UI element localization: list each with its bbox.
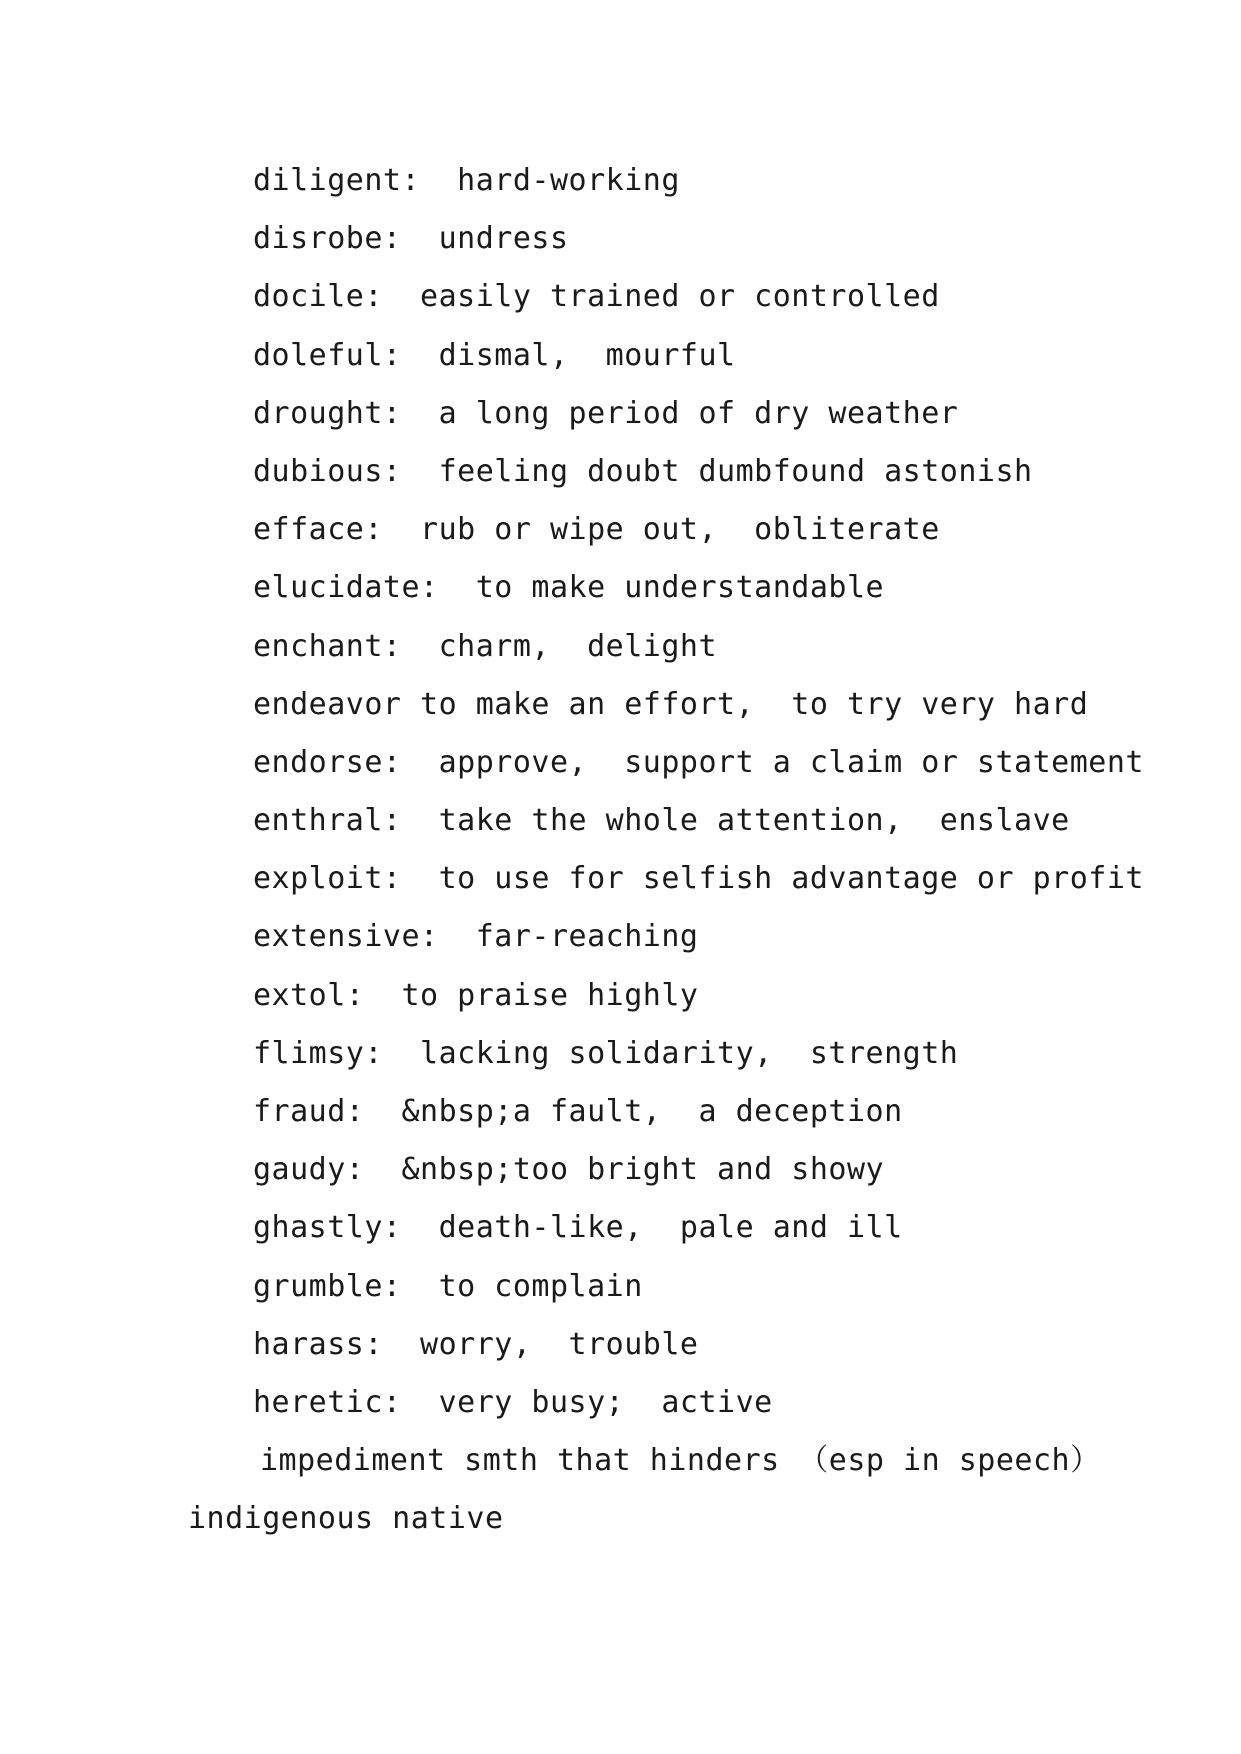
entry-line: diligent: hard-working — [253, 163, 680, 198]
entry-line: enchant: charm, delight — [253, 628, 718, 664]
entry-line: grumble: to complain — [253, 1268, 643, 1304]
entry-line: harass: worry, trouble — [253, 1326, 699, 1362]
entry-line: endorse: approve, support a claim or statement — [253, 744, 1144, 780]
entry-line: exploit: to use for selfish advantage or profit — [253, 861, 1144, 897]
entry-line: disrobe: undress — [253, 221, 569, 257]
entry-line: heretic: very busy; active — [253, 1384, 773, 1420]
entry-line: indigenous native — [188, 1501, 504, 1537]
entry-line: endeavor to make an effort, to try very hard — [253, 686, 1089, 722]
entry-line: enthral: take the whole attention, enslave — [253, 803, 1070, 839]
entry-line: ghastly: death-like, pale and ill — [253, 1210, 903, 1246]
entry-line: flimsy: lacking solidarity, strength — [253, 1035, 959, 1071]
entry-line: elucidate: to make understandable — [253, 570, 885, 606]
vocabulary-list — [0, 162, 1241, 1559]
entry-line: doleful: dismal, mourful — [253, 337, 736, 373]
entry-line: docile: easily trained or controlled — [253, 279, 940, 315]
entry-line: fraud: &nbsp;a fault, a deception — [253, 1094, 903, 1129]
entry-line: impediment smth that hinders （esp in speech） — [260, 1443, 1101, 1479]
entry-line: dubious: feeling doubt dumbfound astonish — [253, 453, 1033, 489]
entry-line: efface: rub or wipe out, obliterate — [253, 512, 940, 548]
entry-line: extensive: far-reaching — [253, 919, 699, 955]
entry-line: extol: to praise highly — [253, 977, 699, 1013]
entry-line: gaudy: &nbsp;too bright and showy — [253, 1152, 885, 1188]
entry-line: drought: a long period of dry weather — [253, 395, 959, 431]
